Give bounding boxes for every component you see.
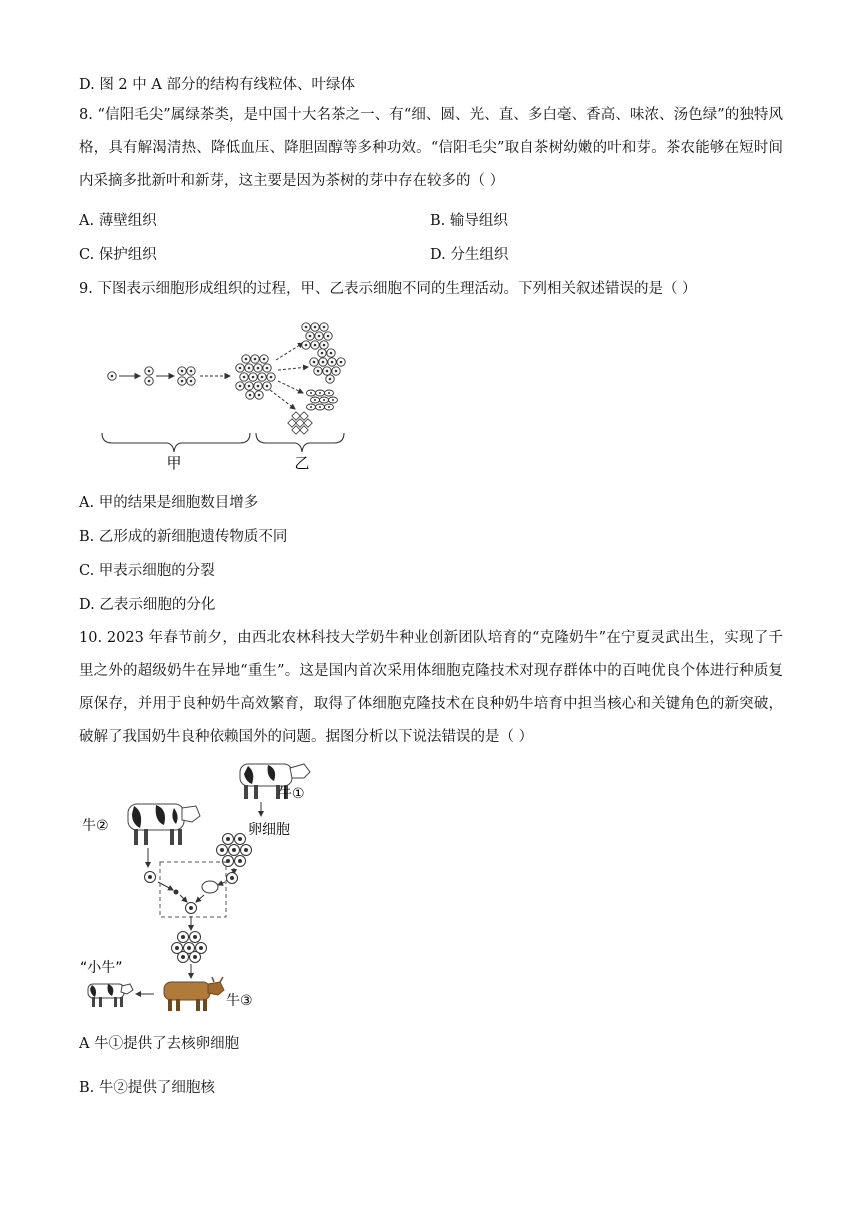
label-calf: “小牛” bbox=[80, 960, 123, 976]
q9-option-c: C. 甲表示细胞的分裂 bbox=[79, 563, 215, 579]
q9-option-b: B. 乙形成的新细胞遗传物质不同 bbox=[79, 529, 288, 545]
q10-option-b: B. 牛②提供了细胞核 bbox=[79, 1080, 215, 1096]
label-cow-1: 牛① bbox=[278, 786, 305, 802]
label-yi: 乙 bbox=[294, 454, 310, 472]
cell-division-differentiation-figure bbox=[100, 315, 360, 475]
q8-option-a: A. 薄壁组织 bbox=[79, 213, 157, 229]
cloning-cow-figure bbox=[78, 752, 338, 1012]
cow-2-icon bbox=[128, 804, 200, 845]
label-egg-cell: 卵细胞 bbox=[248, 822, 290, 838]
label-cow-3: 牛③ bbox=[226, 993, 253, 1009]
label-cow-2: 牛② bbox=[82, 818, 109, 834]
q7-option-d: D. 图 2 中 A 部分的结构有线粒体、叶绿体 bbox=[79, 77, 355, 93]
cow-3-icon bbox=[164, 977, 224, 1011]
q8-option-b: B. 输导组织 bbox=[430, 213, 508, 229]
question-8-stem: 8. “信阳毛尖”属绿茶类，是中国十大名茶之一、有“细、圆、光、直、多白毫、香高、味浓、汤色绿”的独特风格，具有解渴清热、降低血压、降胆固醇等多种功效。“信阳毛尖”取自茶树幼嫩的叶和芽。茶农能够在短时间内采摘多批新叶和新芽，这主要是因为茶树的芽中存在较多的（ ） bbox=[79, 107, 783, 189]
question-10-stem: 10. 2023 年春节前夕，由西北农林科技大学奶牛种业创新团队培育的“克隆奶牛”在宁夏灵武出生，实现了千里之外的超级奶牛在异地“重生”。这是国内首次采用体细胞克隆技术对现存群体中的百吨优良个体进行种质复原保存，并用于良种奶牛高效繁育，取得了体细胞克隆技术在良种奶牛培育中担当核心和关键角色的新突破，破解了我国奶牛良种依赖国外的问题。据图分析以下说法错误的是（ ） bbox=[79, 630, 783, 745]
q8-option-d: D. 分生组织 bbox=[430, 247, 509, 263]
question-9-stem: 9. 下图表示细胞形成组织的过程，甲、乙表示细胞不同的生理活动。下列相关叙述错误的是（ ） bbox=[79, 281, 697, 297]
calf-icon bbox=[88, 984, 133, 1007]
q9-option-a: A. 甲的结果是细胞数目增多 bbox=[79, 495, 259, 511]
q8-option-c: C. 保护组织 bbox=[79, 247, 157, 263]
q10-option-a: A 牛①提供了去核卵细胞 bbox=[79, 1036, 240, 1052]
label-jia: 甲 bbox=[166, 454, 182, 472]
q9-option-d: D. 乙表示细胞的分化 bbox=[79, 597, 216, 613]
